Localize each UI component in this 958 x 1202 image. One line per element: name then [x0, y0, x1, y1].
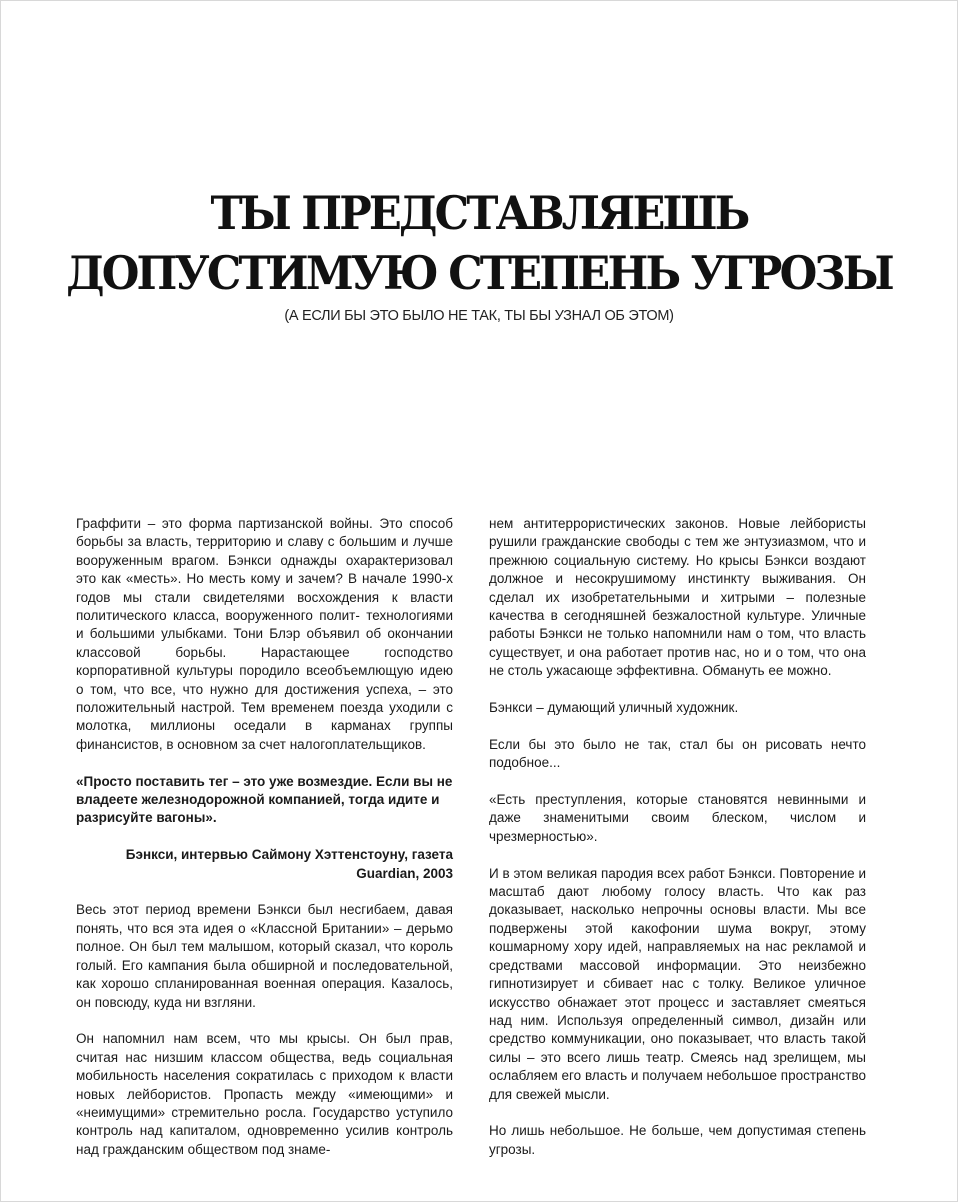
right-column	[489, 515, 866, 1178]
right-quote: «Есть преступления, которые становятся невинными и даже знаменитыми своим блеском, числом и чрезмерностью».	[489, 792, 866, 844]
page-title	[0, 183, 958, 303]
quote-attribution: Бэнкси, интервью Саймону Хэттенстоуну, газета Guardian, 2003	[125, 847, 453, 881]
left-paragraph-3: Он напомнил нам всем, что мы крысы. Он был прав, считая нас низшим классом общества, ведь социальная мобильность населения сократилась с приходом к власти новых лейбористов. Пропасть между «имеющими» и «неимущими» стремительно росла. Государство уступило контроль над капиталом, одновременно усилив контроль над гражданским обществом под знаме-	[76, 1031, 453, 1157]
right-paragraph-2: Бэнкси – думающий уличный художник.	[489, 700, 739, 716]
left-column	[76, 515, 453, 1178]
banksy-quote: «Просто поставить тег – это уже возмездие. Если вы не владеете железнодорожной компанией, тогда идите и разрисуйте вагоны».	[76, 773, 453, 826]
title-line-2: ДОПУСТИМУЮ СТЕПЕНЬ УГРОЗЫ	[66, 246, 892, 300]
right-paragraph-5: И в этом великая пародия всех работ Бэнкси. Повторение и масштаб дают любому голосу власть. Что как раз доказывает, насколько непрочны основы власти. Мы все подвержены этой какофонии шума вокруг, этому кошмарному хору идей, направляемых на нас рекламой и средствами массовой информации. Это неизбежно гипнотизирует и сбивает нас с толку. Великое уличное искусство обнажает этот процесс и заставляет смеяться над ним. Используя определенный символ, дизайн или средство коммуникации, оно показывает, что власть такой силы – это всего лишь театр. Смеясь над зрелищем, мы ослабляем его власть и получаем небольшое пространство для свежей мысли.	[489, 865, 866, 1102]
right-paragraph-6: Но лишь небольшое. Не больше, чем допустимая степень угрозы.	[489, 1123, 866, 1157]
left-paragraph-1: Граффити – это форма партизанской войны. Это способ борьбы за власть, территорию и славу с большим и лучше вооруженным врагом. Бэнкси однажды охарактеризовал это как «месть». Но месть кому и зачем? В начале 1990-х годов мы стали свидетелями восхождения к власти политического класса, вооруженного полит- технологиями и большими улыбками. Тони Блэр объявил об окончании классовой борьбы. Нарастающее господство корпоративной культуры породило всеобъемлющую идею о том, что все, что нужно для достижения успеха, – это положительный настрой. Тем временем поезда уходили с молотка, миллионы оседали в карманах группы финансистов, в основном за счет налогоплательщиков.	[76, 516, 453, 752]
page-subtitle: (А ЕСЛИ БЫ ЭТО БЫЛО НЕ ТАК, ТЫ БЫ УЗНАЛ ОБ ЭТОМ)	[284, 308, 674, 324]
left-paragraph-2: Весь этот период времени Бэнкси был несгибаем, давая понять, что вся эта идея о «Классной Британии» – дерьмо полное. Он был тем малышом, который сказал, что король голый. Его кампания была обширной и последовательной, как хорошо спланированная военная операция. Казалось, он повсюду, куда ни взгляни.	[76, 902, 453, 1010]
right-paragraph-1: нем антитеррористических законов. Новые лейбористы рушили гражданские свободы с тем же энтузиазмом, что и прежнюю социальную систему. Но крысы Бэнкси воздают должное и несокрушимому инстинкту выживания. Он сделал их изобретательными и хитрыми – полезные качества в сегодняшней безжалостной культуре. Уличные работы Бэнкси не только напомнили нам о том, что власть существует, и она работает против нас, но и о том, что она не столь ужасающе эффективна. Обмануть ее можно.	[489, 516, 866, 679]
right-paragraph-3: Если бы это было не так, стал бы он рисовать нечто подобное...	[489, 736, 866, 771]
title-line-1: ТЫ ПРЕДСТАВЛЯЕШЬ	[210, 186, 748, 240]
